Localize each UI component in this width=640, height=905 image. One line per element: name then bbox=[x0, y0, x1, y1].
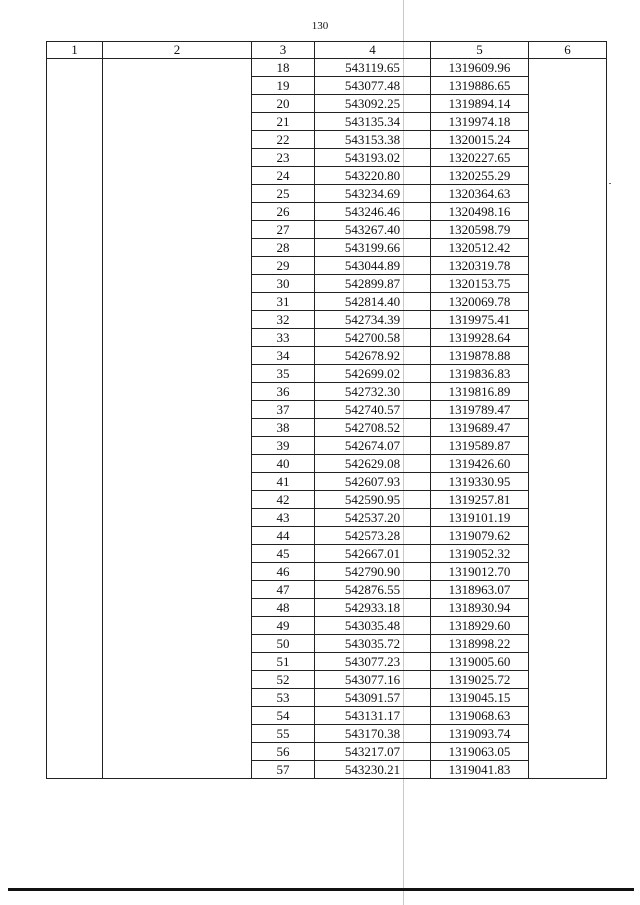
coordinate-x-cell: 542899.87 bbox=[315, 275, 431, 293]
coordinate-x-cell: 542699.02 bbox=[315, 365, 431, 383]
coordinate-y-cell: 1319068.63 bbox=[431, 707, 529, 725]
point-number-cell: 51 bbox=[252, 653, 315, 671]
page-number: 130 bbox=[311, 20, 329, 32]
coordinate-x-cell: 543091.57 bbox=[315, 689, 431, 707]
coordinate-x-cell: 542933.18 bbox=[315, 599, 431, 617]
column-header-3: 3 bbox=[252, 42, 315, 59]
coordinate-y-cell: 1319330.95 bbox=[431, 473, 529, 491]
coordinate-y-cell: 1320364.63 bbox=[431, 185, 529, 203]
point-number-cell: 23 bbox=[252, 149, 315, 167]
coordinate-x-cell: 543220.80 bbox=[315, 167, 431, 185]
coordinate-y-cell: 1320512.42 bbox=[431, 239, 529, 257]
point-number-cell: 42 bbox=[252, 491, 315, 509]
coordinate-y-cell: 1320498.16 bbox=[431, 203, 529, 221]
point-number-cell: 53 bbox=[252, 689, 315, 707]
point-number-cell: 32 bbox=[252, 311, 315, 329]
coordinate-y-cell: 1320227.65 bbox=[431, 149, 529, 167]
point-number-cell: 46 bbox=[252, 563, 315, 581]
coordinate-y-cell: 1319079.62 bbox=[431, 527, 529, 545]
point-number-cell: 28 bbox=[252, 239, 315, 257]
point-number-cell: 43 bbox=[252, 509, 315, 527]
point-number-cell: 27 bbox=[252, 221, 315, 239]
coordinate-x-cell: 543077.48 bbox=[315, 77, 431, 95]
point-number-cell: 40 bbox=[252, 455, 315, 473]
coordinate-y-cell: 1319257.81 bbox=[431, 491, 529, 509]
coordinate-x-cell: 543077.23 bbox=[315, 653, 431, 671]
point-number-cell: 33 bbox=[252, 329, 315, 347]
point-number-cell: 19 bbox=[252, 77, 315, 95]
coordinate-x-cell: 542678.92 bbox=[315, 347, 431, 365]
point-number-cell: 25 bbox=[252, 185, 315, 203]
point-number-cell: 55 bbox=[252, 725, 315, 743]
coordinate-x-cell: 543119.65 bbox=[315, 59, 431, 77]
coordinate-y-cell: 1318930.94 bbox=[431, 599, 529, 617]
coordinate-y-cell: 1319045.15 bbox=[431, 689, 529, 707]
column-header-4: 4 bbox=[315, 42, 431, 59]
point-number-cell: 45 bbox=[252, 545, 315, 563]
coordinate-x-cell: 543153.38 bbox=[315, 131, 431, 149]
coordinate-y-cell: 1319589.87 bbox=[431, 437, 529, 455]
coordinate-x-cell: 543199.66 bbox=[315, 239, 431, 257]
point-number-cell: 24 bbox=[252, 167, 315, 185]
coordinate-y-cell: 1319878.88 bbox=[431, 347, 529, 365]
column-header-6: 6 bbox=[529, 42, 607, 59]
coordinate-x-cell: 543092.25 bbox=[315, 95, 431, 113]
coordinate-x-cell: 543035.48 bbox=[315, 617, 431, 635]
coordinate-y-cell: 1319836.83 bbox=[431, 365, 529, 383]
coordinate-y-cell: 1320598.79 bbox=[431, 221, 529, 239]
coordinate-x-cell: 542667.01 bbox=[315, 545, 431, 563]
coordinate-y-cell: 1319975.41 bbox=[431, 311, 529, 329]
point-number-cell: 22 bbox=[252, 131, 315, 149]
scan-speck bbox=[609, 183, 611, 184]
coordinate-y-cell: 1319093.74 bbox=[431, 725, 529, 743]
coordinate-x-cell: 542590.95 bbox=[315, 491, 431, 509]
coordinate-y-cell: 1319005.60 bbox=[431, 653, 529, 671]
coordinate-y-cell: 1319041.83 bbox=[431, 761, 529, 779]
coordinate-x-cell: 542700.58 bbox=[315, 329, 431, 347]
coordinate-y-cell: 1319894.14 bbox=[431, 95, 529, 113]
point-number-cell: 56 bbox=[252, 743, 315, 761]
coordinate-y-cell: 1319012.70 bbox=[431, 563, 529, 581]
coordinates-table bbox=[46, 41, 607, 779]
coordinate-x-cell: 542814.40 bbox=[315, 293, 431, 311]
coordinate-y-cell: 1319689.47 bbox=[431, 419, 529, 437]
coordinate-x-cell: 543135.34 bbox=[315, 113, 431, 131]
coordinate-y-cell: 1319609.96 bbox=[431, 59, 529, 77]
coordinate-x-cell: 543217.07 bbox=[315, 743, 431, 761]
point-number-cell: 52 bbox=[252, 671, 315, 689]
coordinate-x-cell: 543246.46 bbox=[315, 203, 431, 221]
table-body bbox=[47, 59, 607, 779]
point-number-cell: 30 bbox=[252, 275, 315, 293]
coordinate-y-cell: 1319789.47 bbox=[431, 401, 529, 419]
coordinate-x-cell: 543035.72 bbox=[315, 635, 431, 653]
coordinate-x-cell: 542607.93 bbox=[315, 473, 431, 491]
point-number-cell: 37 bbox=[252, 401, 315, 419]
coordinate-x-cell: 542537.20 bbox=[315, 509, 431, 527]
point-number-cell: 38 bbox=[252, 419, 315, 437]
point-number-cell: 41 bbox=[252, 473, 315, 491]
bottom-rule bbox=[8, 888, 634, 891]
coordinate-x-cell: 542573.28 bbox=[315, 527, 431, 545]
point-number-cell: 54 bbox=[252, 707, 315, 725]
coordinate-y-cell: 1319928.64 bbox=[431, 329, 529, 347]
column-1-cell bbox=[47, 59, 103, 779]
point-number-cell: 34 bbox=[252, 347, 315, 365]
coordinate-y-cell: 1318998.22 bbox=[431, 635, 529, 653]
coordinate-y-cell: 1320015.24 bbox=[431, 131, 529, 149]
coordinate-x-cell: 542708.52 bbox=[315, 419, 431, 437]
point-number-cell: 44 bbox=[252, 527, 315, 545]
coordinate-y-cell: 1319974.18 bbox=[431, 113, 529, 131]
coordinate-y-cell: 1318929.60 bbox=[431, 617, 529, 635]
coordinate-x-cell: 543077.16 bbox=[315, 671, 431, 689]
coordinate-y-cell: 1319886.65 bbox=[431, 77, 529, 95]
coordinate-y-cell: 1319816.89 bbox=[431, 383, 529, 401]
coordinate-x-cell: 543230.21 bbox=[315, 761, 431, 779]
table-row bbox=[47, 59, 607, 77]
point-number-cell: 21 bbox=[252, 113, 315, 131]
coordinate-x-cell: 542674.07 bbox=[315, 437, 431, 455]
coordinate-y-cell: 1320153.75 bbox=[431, 275, 529, 293]
coordinate-x-cell: 543170.38 bbox=[315, 725, 431, 743]
point-number-cell: 49 bbox=[252, 617, 315, 635]
point-number-cell: 57 bbox=[252, 761, 315, 779]
coordinate-x-cell: 543193.02 bbox=[315, 149, 431, 167]
point-number-cell: 48 bbox=[252, 599, 315, 617]
column-6-cell bbox=[529, 59, 607, 779]
column-header-1: 1 bbox=[47, 42, 103, 59]
coordinate-x-cell: 542740.57 bbox=[315, 401, 431, 419]
point-number-cell: 47 bbox=[252, 581, 315, 599]
coordinate-y-cell: 1320319.78 bbox=[431, 257, 529, 275]
coordinate-y-cell: 1319101.19 bbox=[431, 509, 529, 527]
coordinate-y-cell: 1319063.05 bbox=[431, 743, 529, 761]
coordinate-x-cell: 543234.69 bbox=[315, 185, 431, 203]
column-header-2: 2 bbox=[103, 42, 252, 59]
coordinate-x-cell: 542629.08 bbox=[315, 455, 431, 473]
point-number-cell: 35 bbox=[252, 365, 315, 383]
coordinate-y-cell: 1318963.07 bbox=[431, 581, 529, 599]
coordinate-x-cell: 542734.39 bbox=[315, 311, 431, 329]
coordinate-y-cell: 1320069.78 bbox=[431, 293, 529, 311]
coordinate-y-cell: 1319426.60 bbox=[431, 455, 529, 473]
point-number-cell: 31 bbox=[252, 293, 315, 311]
point-number-cell: 39 bbox=[252, 437, 315, 455]
point-number-cell: 18 bbox=[252, 59, 315, 77]
coordinate-y-cell: 1319025.72 bbox=[431, 671, 529, 689]
coordinate-y-cell: 1320255.29 bbox=[431, 167, 529, 185]
point-number-cell: 29 bbox=[252, 257, 315, 275]
coordinate-x-cell: 543131.17 bbox=[315, 707, 431, 725]
coordinate-x-cell: 542790.90 bbox=[315, 563, 431, 581]
coordinate-x-cell: 542876.55 bbox=[315, 581, 431, 599]
point-number-cell: 20 bbox=[252, 95, 315, 113]
coordinate-y-cell: 1319052.32 bbox=[431, 545, 529, 563]
point-number-cell: 26 bbox=[252, 203, 315, 221]
column-2-cell bbox=[103, 59, 252, 779]
point-number-cell: 50 bbox=[252, 635, 315, 653]
table-header-row bbox=[47, 42, 607, 59]
coordinate-x-cell: 543044.89 bbox=[315, 257, 431, 275]
coordinate-x-cell: 543267.40 bbox=[315, 221, 431, 239]
point-number-cell: 36 bbox=[252, 383, 315, 401]
coordinate-x-cell: 542732.30 bbox=[315, 383, 431, 401]
column-header-5: 5 bbox=[431, 42, 529, 59]
